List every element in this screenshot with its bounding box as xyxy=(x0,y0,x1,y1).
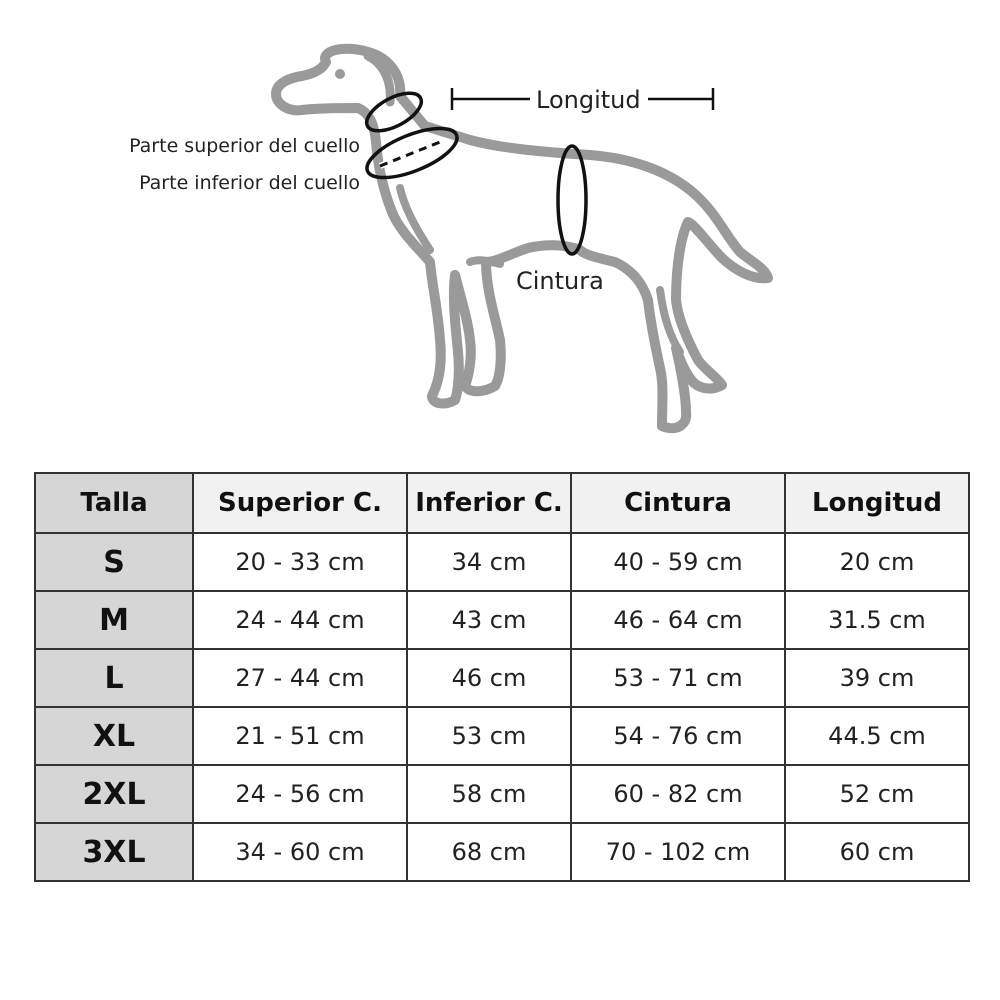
size-cell: 2XL xyxy=(35,765,193,823)
table-row xyxy=(35,823,969,881)
table-header-row xyxy=(35,473,969,533)
waist-cell: 53 - 71 cm xyxy=(571,649,785,707)
dog-outline xyxy=(276,49,768,428)
header-waist: Cintura xyxy=(571,473,785,533)
size-cell: 3XL xyxy=(35,823,193,881)
length-cell: 60 cm xyxy=(785,823,969,881)
lower-neck-cell: 58 cm xyxy=(407,765,571,823)
header-lower-neck: Inferior C. xyxy=(407,473,571,533)
lower-neck-label: Parte inferior del cuello xyxy=(139,172,360,194)
upper-neck-cell: 27 - 44 cm xyxy=(193,649,407,707)
length-cell: 39 cm xyxy=(785,649,969,707)
dog-illustration xyxy=(0,0,1000,450)
upper-neck-cell: 24 - 44 cm xyxy=(193,591,407,649)
length-cell: 31.5 cm xyxy=(785,591,969,649)
upper-neck-cell: 34 - 60 cm xyxy=(193,823,407,881)
upper-neck-cell: 20 - 33 cm xyxy=(193,533,407,591)
table-row xyxy=(35,591,969,649)
dog-eye xyxy=(335,69,345,79)
lower-neck-cell: 53 cm xyxy=(407,707,571,765)
waist-label: Cintura xyxy=(516,267,604,295)
upper-neck-cell: 21 - 51 cm xyxy=(193,707,407,765)
dog-measurement-diagram xyxy=(0,0,1000,450)
length-cell: 52 cm xyxy=(785,765,969,823)
waist-cell: 46 - 64 cm xyxy=(571,591,785,649)
size-cell: L xyxy=(35,649,193,707)
dog-inner-leg-line xyxy=(470,260,500,264)
size-cell: S xyxy=(35,533,193,591)
table-row xyxy=(35,533,969,591)
waist-cell: 70 - 102 cm xyxy=(571,823,785,881)
header-upper-neck: Superior C. xyxy=(193,473,407,533)
lower-neck-cell: 68 cm xyxy=(407,823,571,881)
lower-neck-cell: 34 cm xyxy=(407,533,571,591)
waist-cell: 40 - 59 cm xyxy=(571,533,785,591)
header-size: Talla xyxy=(35,473,193,533)
length-label: Longitud xyxy=(536,86,641,114)
lower-neck-cell: 43 cm xyxy=(407,591,571,649)
table-row xyxy=(35,765,969,823)
table-row xyxy=(35,649,969,707)
waist-measure-ring xyxy=(558,146,586,254)
size-chart-table xyxy=(34,472,970,882)
length-cell: 44.5 cm xyxy=(785,707,969,765)
length-cell: 20 cm xyxy=(785,533,969,591)
header-length: Longitud xyxy=(785,473,969,533)
upper-neck-label: Parte superior del cuello xyxy=(129,135,360,157)
size-cell: M xyxy=(35,591,193,649)
upper-neck-cell: 24 - 56 cm xyxy=(193,765,407,823)
waist-cell: 54 - 76 cm xyxy=(571,707,785,765)
table-row xyxy=(35,707,969,765)
waist-cell: 60 - 82 cm xyxy=(571,765,785,823)
lower-neck-cell: 46 cm xyxy=(407,649,571,707)
size-cell: XL xyxy=(35,707,193,765)
